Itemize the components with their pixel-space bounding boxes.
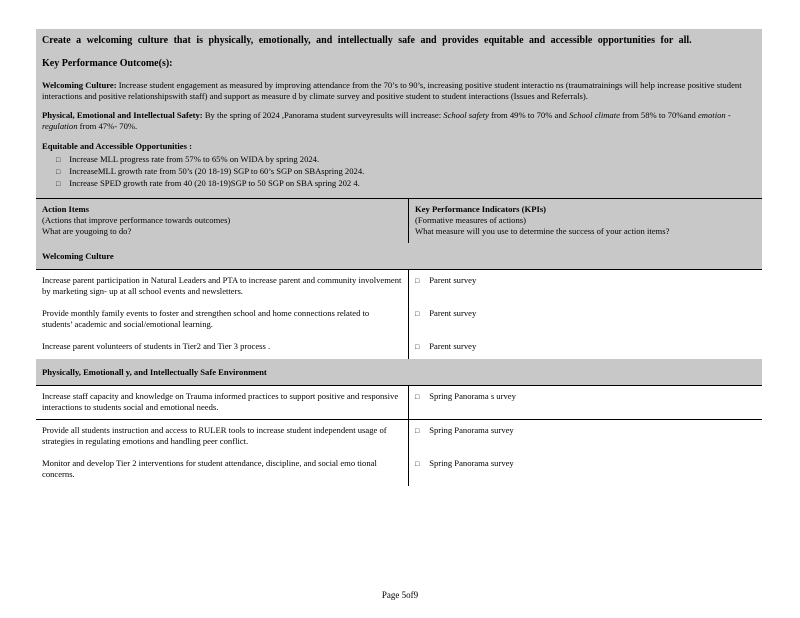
welcoming-label: Welcoming Culture: [42,80,117,90]
physical-measure-1: from 49% to 70% and [491,110,567,120]
kpi-cell [409,336,763,359]
kpi-title: Key Performance Indicators (KPIs) [415,204,547,214]
section-title: Physically, Emotionall y, and Intellectually Safe Environment [36,359,762,386]
physical-pre: By the spring of 2024 ,Panorama student surveyresults will increase: [204,110,442,120]
action-items-header [36,199,409,244]
table-row [36,386,762,420]
action-items-sub2: What are yougoing to do? [42,226,132,236]
kpo-title: Key Performance Outcome(s): [42,58,173,69]
kpi-cell [409,453,763,486]
kpi-header [409,199,763,244]
equitable-list [42,154,756,190]
kpi-cell [409,270,763,304]
physical-measure-2: from 58% to 70%and [622,110,696,120]
physical-item-2: School climate [569,110,620,120]
document-page [36,29,762,486]
welcoming-text: Increase student engagement as measured by improving attendance from the 70’s to 90’s, increasing positive student interactio ns (traumatrainings will help increase positive student interactions and positive relationshipswith staff) and support as measure d by climate survey and positive student to student interactions (Issues and Referrals). [42,80,742,101]
action-cell: Provide all students instruction and access to RULER tools to increase student independent usage of strategies in regulating emotions and handling peer conflict. [36,420,409,454]
kpi-sub2: What measure will you use to determine the success of your action items? [415,226,670,236]
equitable-item: □ Increase MLL progress rate from 57% to 65% on WIDA by spring 2024. [56,154,756,166]
table-row [36,420,762,454]
action-items-sub1: (Actions that improve performance towards outcomes) [42,215,231,225]
kpi-text: Parent survey [429,275,477,285]
table-row [36,303,762,336]
table-row [36,270,762,304]
action-cell: Increase parent volunteers of students in Tier2 and Tier 3 process . [36,336,409,359]
checkbox-icon: □ [415,460,420,468]
checkbox-icon: □ [415,277,420,285]
table-column-header [36,199,762,244]
page-number: Page 5of9 [381,590,419,600]
kpi-text: Parent survey [429,341,477,351]
action-cell: Provide monthly family events to foster and strengthen school and home connections related to students’ academic and social/emotional learning. [36,303,409,336]
table-row [36,453,762,486]
table-row [36,336,762,359]
action-cell: Increase parent participation in Natural Leaders and PTA to increase parent and community involvement by marketing sign- up at all school events and newsletters. [36,270,409,304]
kpi-sub1: (Formative measures of actions) [415,215,526,225]
checkbox-icon: □ [415,310,420,318]
section-header [36,243,762,270]
equitable-item: □ Increase SPED growth rate from 40 (20 18-19)SGP to 50 SGP on SBA spring 202 4. [56,178,756,190]
kpi-text: Spring Panorama s urvey [429,391,516,401]
checkbox-icon: □ [415,393,420,401]
physical-item-3: emotion - regulation [42,110,731,131]
checkbox-icon: □ [415,343,420,351]
kpi-cell [409,303,763,336]
kpi-cell [409,420,763,454]
action-cell: Monitor and develop Tier 2 interventions for student attendance, discipline, and social emo tional concerns. [36,453,409,486]
kpi-text: Spring Panorama survey [429,458,514,468]
kpi-cell [409,386,763,420]
action-kpi-table [36,198,762,486]
physical-paragraph [42,110,756,132]
physical-label: Physical, Emotional and Intellectual Safety: [42,110,203,120]
checkbox-icon: □ [415,427,420,435]
physical-measure-3: from 47%- 70%. [79,121,138,131]
goal-statement: Create a welcoming culture that is physically, emotionally, and intellectually safe and provides equitable and accessible opportunities for all. [42,35,692,46]
section-title: Welcoming Culture [36,243,762,270]
outcomes-header [36,29,762,198]
action-cell: Increase staff capacity and knowledge on Trauma informed practices to support positive and responsive interactions to students social and emotional needs. [36,386,409,420]
section-header [36,359,762,386]
physical-item-1: School safety [443,110,489,120]
kpi-text: Spring Panorama survey [429,425,514,435]
kpi-text: Parent survey [429,308,477,318]
equitable-item: □ IncreaseMLL growth rate from 50’s (20 18-19) SGP to 60’s SGP on SBAspring 2024. [56,166,756,178]
welcoming-paragraph [42,80,756,102]
equitable-label: Equitable and Accessible Opportunities : [42,141,192,151]
action-items-title: Action Items [42,204,90,214]
